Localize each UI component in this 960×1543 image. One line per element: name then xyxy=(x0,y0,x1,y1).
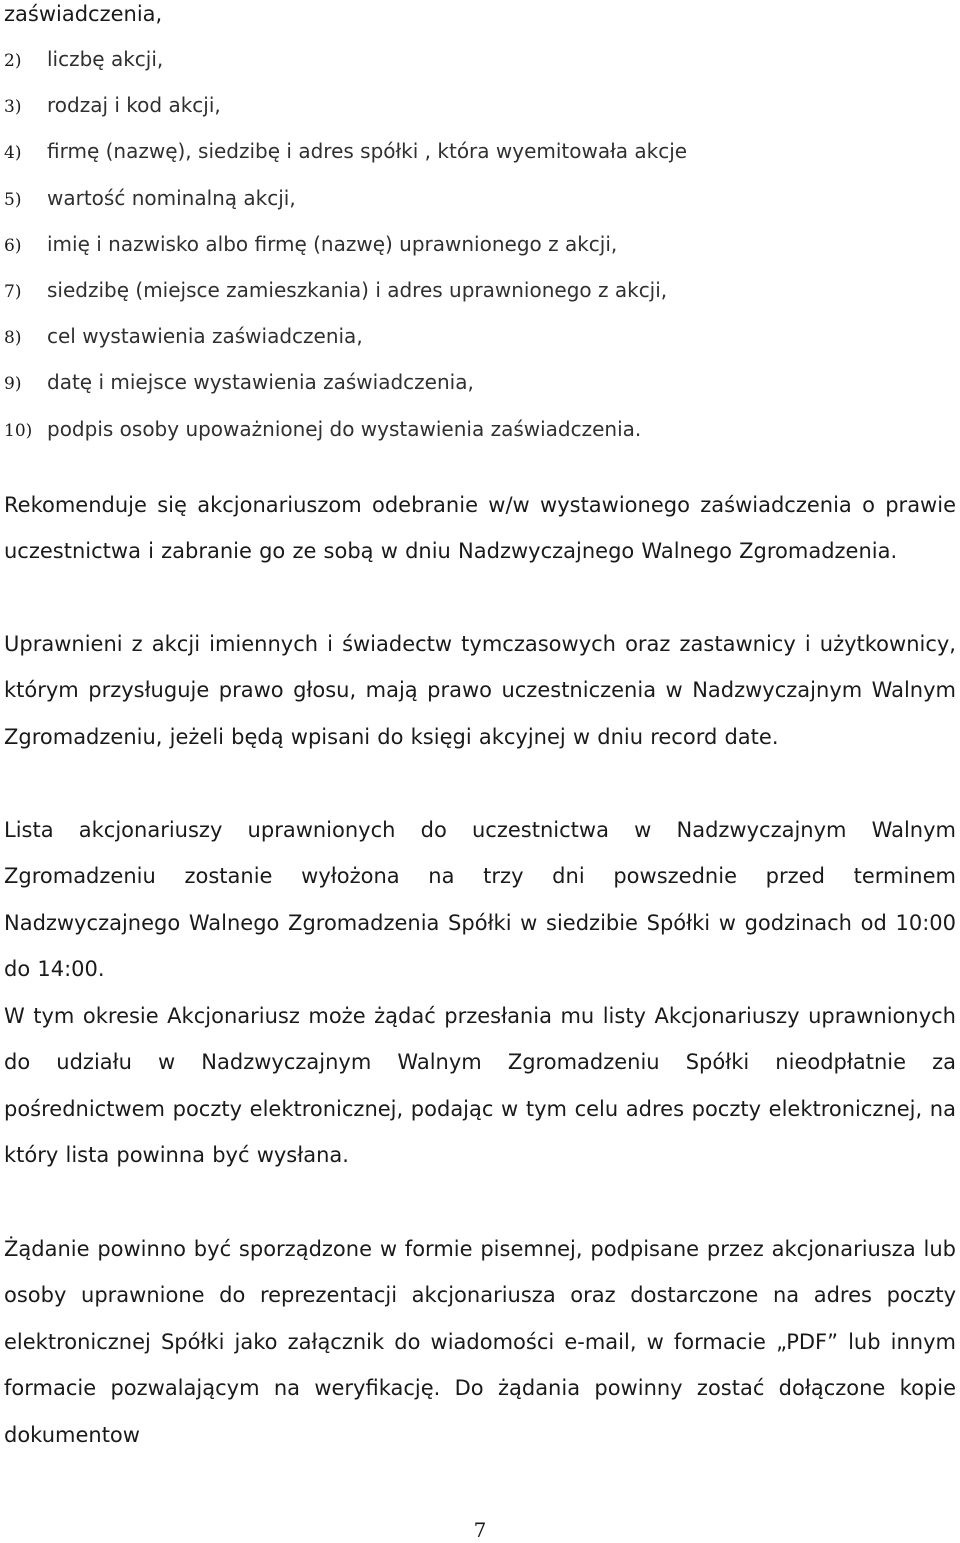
list-item-text: datę i miejsce wystawienia zaświadczenia, xyxy=(47,370,474,395)
list-item-number: 7) xyxy=(4,281,22,302)
list-item-number: 3) xyxy=(4,97,22,118)
list-item-number: 9) xyxy=(4,374,22,395)
paragraph-shareholder-list: Lista akcjonariuszy uprawnionych do uczestnictwa w Nadzwyczajnym Walnym Zgromadzeniu zostanie wyłożona na trzy dni powszednie przed terminem Nadzwyczajnego Walnego Zgromadzenia Spółki w siedzibie Spółki w godzinach od 10:00 do 14:00. xyxy=(4,818,956,982)
list-item-text: liczbę akcji, xyxy=(47,47,164,71)
list-item xyxy=(0,322,960,368)
paragraph-entitled-holders: Uprawnieni z akcji imiennych i świadectw tymczasowych oraz zastawnicy i użytkownicy, którym przysługuje prawo głosu, mają prawo uczestniczenia w Nadzwyczajnym Walnym Zgromadzeniu, jeżeli będą wpisani do księgi akcyjnej w dniu record date. xyxy=(4,632,956,749)
list-item-text: cel wystawienia zaświadczenia, xyxy=(47,324,363,349)
list-item-number: 2) xyxy=(4,51,22,71)
list-item xyxy=(0,368,960,414)
list-item-text: imię i nazwisko albo firmę (nazwę) uprawnionego z akcji, xyxy=(47,231,618,256)
list-item-number: 4) xyxy=(4,143,22,164)
list-item-number: 8) xyxy=(4,328,22,349)
list-item xyxy=(0,415,960,461)
list-item-number: 5) xyxy=(4,189,22,210)
list-item xyxy=(0,184,960,230)
list-item xyxy=(0,91,960,137)
paragraph-recommendation: Rekomenduje się akcjonariuszom odebranie w/w wystawionego zaświadczenia o prawie uczestnictwa i zabranie go ze sobą w dniu Nadzwyczajnego Walnego Zgromadzenia. xyxy=(4,493,956,564)
page-number: 7 xyxy=(473,1518,487,1542)
list-item-number: 10) xyxy=(4,420,33,441)
paragraph-list-request: W tym okresie Akcjonariusz może żądać przesłania mu listy Akcjonariuszy uprawnionych do udziału w Nadzwyczajnym Walnym Zgromadzeniu Spółki nieodpłatnie za pośrednictwem poczty elektronicznej, podając w tym celu adres poczty elektronicznej, na który lista powinna być wysłana. xyxy=(4,1004,956,1168)
intro-text: zaświadczenia, xyxy=(4,2,163,26)
list-item-text: rodzaj i kod akcji, xyxy=(47,93,221,118)
requirements-list xyxy=(0,45,960,461)
list-item xyxy=(0,137,960,183)
list-item xyxy=(0,230,960,276)
list-item xyxy=(0,45,960,91)
paragraph-request-form: Żądanie powinno być sporządzone w formie pisemnej, podpisane przez akcjonariusza lub osoby uprawnione do reprezentacji akcjonariusza oraz dostarczone na adres poczty elektronicznej Spółki jako załącznik do wiadomości e-mail, w formacie „PDF” lub innym formacie pozwalającym na weryfikację. Do żądania powinny zostać dołączone kopie dokumentow xyxy=(4,1237,956,1447)
list-item-text: siedzibę (miejsce zamieszkania) i adres uprawnionego z akcji, xyxy=(47,277,668,302)
list-item-number: 6) xyxy=(4,235,22,256)
list-item-text: firmę (nazwę), siedzibę i adres spółki , która wyemitowała akcje xyxy=(47,139,688,164)
list-item-text: wartość nominalną akcji, xyxy=(47,185,296,210)
list-item-text: podpis osoby upoważnionej do wystawienia zaświadczenia. xyxy=(47,416,642,441)
list-item xyxy=(0,276,960,322)
